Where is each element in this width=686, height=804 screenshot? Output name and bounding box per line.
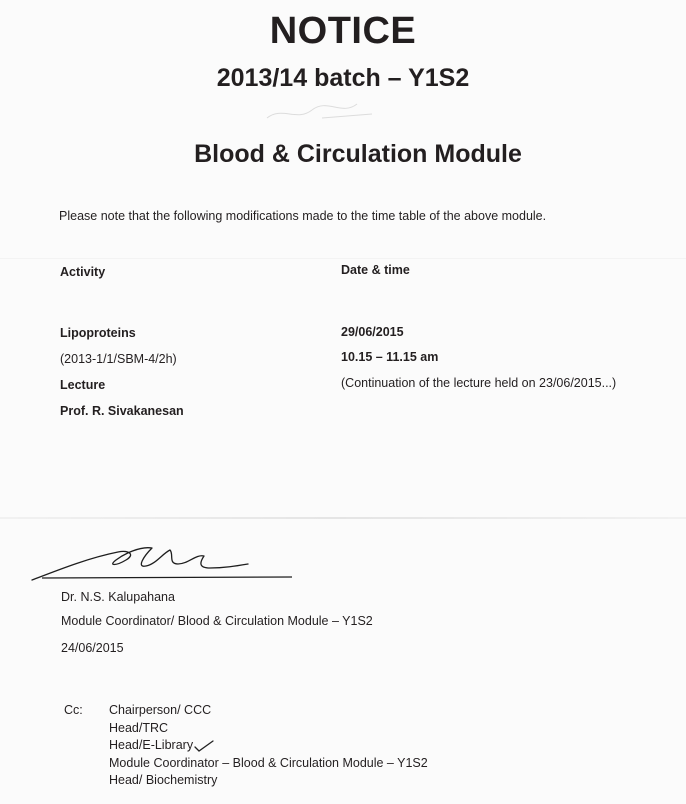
activity-code: (2013-1/1/SBM-4/2h) <box>60 352 177 366</box>
schedule-time: 10.15 – 11.15 am <box>341 350 439 364</box>
cc-recipient: Head/ Biochemistry <box>109 773 218 787</box>
cc-list <box>109 702 428 790</box>
signatory-name: Dr. N.S. Kalupahana <box>61 590 175 604</box>
intro-text: Please note that the following modifications made to the time table of the above module. <box>59 209 547 223</box>
check-mark-icon <box>194 740 214 752</box>
bleed-through-scribble <box>262 96 382 126</box>
batch-subtitle: 2013/14 batch – Y1S2 <box>216 64 470 92</box>
cc-recipient: Head/E-Library <box>109 737 428 755</box>
cc-label: Cc: <box>64 703 83 717</box>
activity-type: Lecture <box>60 378 106 392</box>
activity-lecturer: Prof. R. Sivakanesan <box>60 404 184 418</box>
activity-name: Lipoproteins <box>60 326 136 340</box>
signatory-role: Module Coordinator/ Blood & Circulation Module – Y1S2 <box>61 614 373 628</box>
schedule-date: 29/06/2015 <box>341 325 404 339</box>
cc-recipient: Head/TRC <box>109 720 169 735</box>
datetime-column-header: Date & time <box>341 263 410 277</box>
cc-recipient: Chairperson/ CCC <box>109 703 212 717</box>
signature-icon <box>28 540 298 585</box>
module-title: Blood & Circulation Module <box>194 140 522 168</box>
paper-fold <box>0 517 686 519</box>
notice-title: NOTICE <box>269 10 417 52</box>
schedule-note: (Continuation of the lecture held on 23/06/2015...) <box>341 376 617 390</box>
paper-fold <box>0 258 686 259</box>
activity-column-header: Activity <box>60 265 106 279</box>
cc-recipient: Module Coordinator – Blood & Circulation Module – Y1S2 <box>109 755 428 770</box>
signatory-date: 24/06/2015 <box>61 641 124 655</box>
